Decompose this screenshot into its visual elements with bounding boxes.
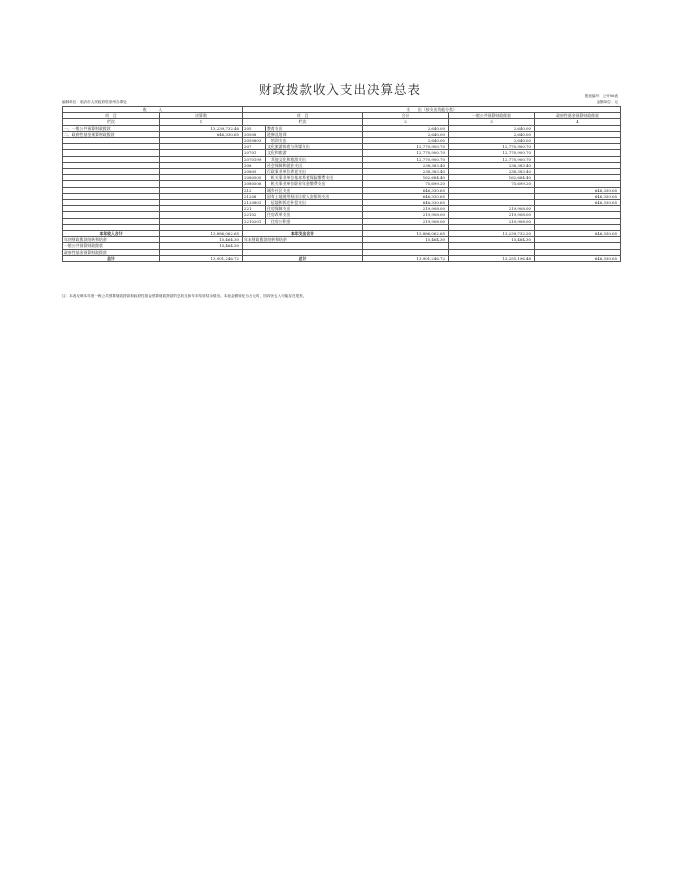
table-row <box>63 255 621 261</box>
expense-total: 12,770,900.70 <box>363 156 449 162</box>
col-item: 项 目 <box>63 113 160 119</box>
lanci-3: 3 <box>449 119 535 125</box>
income-value: 13,239,732.46 <box>160 125 243 131</box>
carry-out-label: 年末财政拨款结转和结余 <box>243 237 363 243</box>
expense-code: 2070199 <box>243 156 266 162</box>
lanci-label: 栏次 <box>63 119 160 125</box>
col-expense-item: 项 目 <box>243 113 363 119</box>
col-budget: 决算数 <box>160 113 243 119</box>
carry-sub-value: 15,464.30 <box>160 243 243 249</box>
grand-total-label: 总计 <box>63 255 160 261</box>
expense-general: 219,908.00 <box>449 218 535 224</box>
footnote: 注：本表反映本年度一般公共预算财政拨款和政府性基金预算财政拨款的总收支和年末结转结余情况。本表金额转化为万元时，因四舍五入可能存在尾差。 <box>62 294 307 298</box>
expense-name: 教育支出 <box>266 125 363 131</box>
expense-name: 机关事业单位基本养老保险缴费支出 <box>266 175 363 181</box>
expense-code: 2120801 <box>243 200 266 206</box>
expense-fund: 646,330.65 <box>535 193 621 199</box>
expense-total: 162,684.40 <box>363 175 449 181</box>
expense-total: 238,383.40 <box>363 162 449 168</box>
expense-general: 12,770,900.70 <box>449 150 535 156</box>
expense-code: 205 <box>243 125 266 131</box>
expense-code: 2080506 <box>243 181 266 187</box>
expense-header: 支 出（按支出功能分类） <box>243 107 621 113</box>
expense-total: 238,383.40 <box>363 169 449 175</box>
expense-fund: 646,330.65 <box>535 200 621 206</box>
col-fund: 政府性基金预算财政拨款 <box>535 113 621 119</box>
lanci-label-2: 栏次 <box>243 119 363 125</box>
grand-total-general: 13,255,196.48 <box>449 255 535 261</box>
expense-total-general: 13,239,732.20 <box>449 231 535 237</box>
expense-general: 2,640.00 <box>449 131 535 137</box>
expense-general: 219,908.00 <box>449 206 535 212</box>
expense-name: 文化和旅游 <box>266 150 363 156</box>
grand-total-total: 13,901,246.72 <box>363 255 449 261</box>
unit-label: 金额单位：元 <box>596 100 618 104</box>
fiscal-summary-table <box>62 106 621 262</box>
expense-name: 社会保障和就业支出 <box>266 162 363 168</box>
income-item: 二、政府性基金预算财政拨款 <box>63 131 160 137</box>
expense-general: 12,770,900.70 <box>449 144 535 150</box>
expense-total: 646,330.65 <box>363 187 449 193</box>
expense-code: 2210201 <box>243 218 266 224</box>
carry-sub-label: 一般公共预算财政拨款 <box>63 243 160 249</box>
expense-total-total: 13,886,062.65 <box>363 231 449 237</box>
expense-code: 207 <box>243 144 266 150</box>
col-total: 合计 <box>363 113 449 119</box>
expense-code: 20701 <box>243 150 266 156</box>
expense-name: 进修及培训 <box>266 131 363 137</box>
income-total-label: 本年收入合计 <box>63 231 160 237</box>
lanci-1: 1 <box>160 119 243 125</box>
expense-general: 12,770,900.70 <box>449 156 535 162</box>
col-general: 一般公共预算财政拨款 <box>449 113 535 119</box>
expense-total: 2,640.00 <box>363 125 449 131</box>
income-total-value: 13,886,062.65 <box>160 231 243 237</box>
expense-general: 219,908.00 <box>449 212 535 218</box>
expense-general: 238,383.40 <box>449 162 535 168</box>
expense-total: 2,640.00 <box>363 131 449 137</box>
expense-total: 219,908.00 <box>363 212 449 218</box>
expense-total: 646,330.65 <box>363 193 449 199</box>
expense-name: 城乡社区支出 <box>266 187 363 193</box>
grand-total-fund: 646,330.65 <box>535 255 621 261</box>
expense-fund: 646,330.65 <box>535 187 621 193</box>
expense-name: 征地和拆迁补偿支出 <box>266 200 363 206</box>
expense-code: 21208 <box>243 193 266 199</box>
expense-total: 646,330.65 <box>363 200 449 206</box>
expense-code: 2050803 <box>243 138 266 144</box>
expense-general: 2,640.00 <box>449 125 535 131</box>
expense-code: 208 <box>243 162 266 168</box>
expense-name: 文化旅游体育与传媒支出 <box>266 144 363 150</box>
expense-code: 20805 <box>243 169 266 175</box>
expense-code: 20508 <box>243 131 266 137</box>
expense-name: 住房保障支出 <box>266 206 363 212</box>
carry-sub-label: 政府性基金预算财政拨款 <box>63 249 160 255</box>
expense-code: 212 <box>243 187 266 193</box>
expense-code: 22102 <box>243 212 266 218</box>
expense-name: 机关事业单位职业年金缴费支出 <box>266 181 363 187</box>
expense-name: 其他文化和旅游支出 <box>266 156 363 162</box>
income-item: 一、一般公共预算财政拨款 <box>63 125 160 131</box>
expense-code: 221 <box>243 206 266 212</box>
expense-total: 219,908.00 <box>363 206 449 212</box>
expense-total: 219,908.00 <box>363 218 449 224</box>
carry-in-label: 年初财政拨款结转和结余 <box>63 237 160 243</box>
expense-total: 75,699.20 <box>363 181 449 187</box>
lanci-2: 2 <box>363 119 449 125</box>
expense-name: 住房公积金 <box>266 218 363 224</box>
expense-name: 行政事业单位养老支出 <box>266 169 363 175</box>
expense-general: 2,640.00 <box>449 138 535 144</box>
carry-in-value: 15,464.30 <box>160 237 243 243</box>
report-title: 财政拨款收入支出决算总表 <box>258 82 421 97</box>
grand-total-label-2: 总计 <box>243 255 363 261</box>
expense-total-fund: 646,330.65 <box>535 231 621 237</box>
table-number: 报表编号：公开06表 <box>584 94 618 98</box>
grand-total-value: 13,901,246.72 <box>160 255 243 261</box>
expense-total: 12,770,900.70 <box>363 144 449 150</box>
expense-name: 住房改革支出 <box>266 212 363 218</box>
expense-general: 238,383.40 <box>449 169 535 175</box>
carry-out-total: 15,464.30 <box>363 237 449 243</box>
expense-general: 75,699.20 <box>449 181 535 187</box>
carry-out-general: 15,464.30 <box>449 237 535 243</box>
expense-name: 培训支出 <box>266 138 363 144</box>
expense-total-label: 本年支出合计 <box>243 231 363 237</box>
income-header: 收 入 <box>63 107 243 113</box>
expense-total: 2,640.00 <box>363 138 449 144</box>
expense-total: 12,770,900.70 <box>363 150 449 156</box>
expense-general: 162,684.40 <box>449 175 535 181</box>
expense-name: 国有土地使用权出让收入安排的支出 <box>266 193 363 199</box>
lanci-4: 4 <box>535 119 621 125</box>
compiler-unit: 编制单位：临沂市人民政府驻泉州办事处 <box>62 100 127 104</box>
income-value: 646,330.65 <box>160 131 243 137</box>
expense-code: 2080505 <box>243 175 266 181</box>
